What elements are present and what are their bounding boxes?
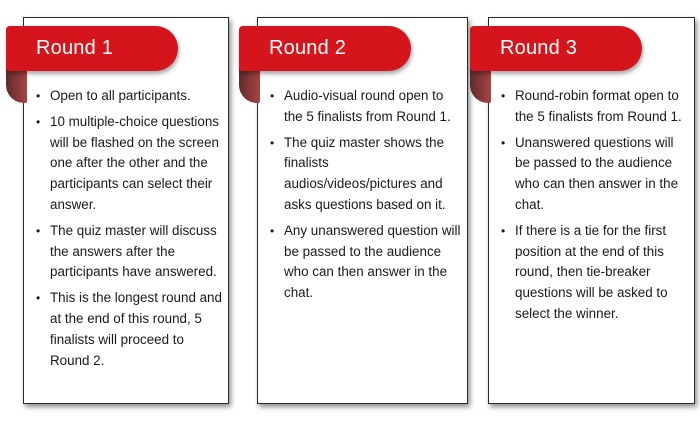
round-2-point-text: The quiz master shows the finalists audios/videos/pictures and asks questions based on it.	[284, 134, 446, 212]
round-1-point-text: The quiz master will discuss the answers after the participants have answered.	[50, 222, 217, 280]
round-3-point	[499, 133, 689, 216]
round-3-tab	[470, 26, 642, 71]
round-2-point	[268, 133, 464, 216]
bullet-icon: •	[501, 89, 506, 103]
round-1-point	[34, 221, 224, 283]
round-2-point-text: Audio-visual round open to the 5 finalists from Round 1.	[284, 88, 451, 124]
round-1-tab	[6, 26, 178, 71]
bullet-icon: •	[270, 223, 275, 238]
round-2-tab	[239, 26, 411, 71]
round-1-title: Round 1	[36, 37, 114, 59]
bullet-icon: •	[36, 223, 41, 238]
round-1-point-text: 10 multiple-choice questions will be flashed on the screen one after the other and the participants can select their answer.	[50, 113, 219, 212]
round-2-point-text: Any unanswered question will be passed to the audience who can then answer in the chat.	[284, 222, 461, 301]
round-3-point	[499, 221, 689, 325]
bullet-icon: •	[270, 89, 275, 103]
round-3-point-text: Round-robin format open to the 5 finalists from Round 1.	[515, 88, 682, 124]
bullet-icon: •	[36, 291, 41, 306]
round-3-point-text: If there is a tie for the first position at the end of this round, then tie-breaker questions will be asked to select the winner.	[515, 222, 668, 321]
bullet-icon: •	[36, 89, 41, 103]
round-2-point	[268, 221, 464, 304]
round-1-point	[34, 86, 224, 107]
round-3-title: Round 3	[500, 37, 578, 59]
round-3-points	[499, 86, 689, 330]
round-3-point	[499, 86, 689, 128]
bullet-icon: •	[270, 135, 275, 150]
round-1-point-text: Open to all participants.	[50, 88, 191, 103]
round-1-points	[34, 86, 224, 376]
round-1-point	[34, 112, 224, 216]
bullet-icon: •	[501, 135, 506, 150]
bullet-icon: •	[501, 223, 506, 238]
round-1-point	[34, 288, 224, 371]
bullet-icon: •	[36, 114, 41, 129]
round-1-point-text: This is the longest round and at the end of this round, 5 finalists will proceed to Round 2.	[50, 290, 222, 368]
round-2-title: Round 2	[269, 37, 347, 59]
round-2-points	[268, 86, 464, 309]
round-3-point-text: Unanswered questions will be passed to the audience who can then answer in the chat.	[515, 134, 679, 212]
round-2-point	[268, 86, 464, 128]
